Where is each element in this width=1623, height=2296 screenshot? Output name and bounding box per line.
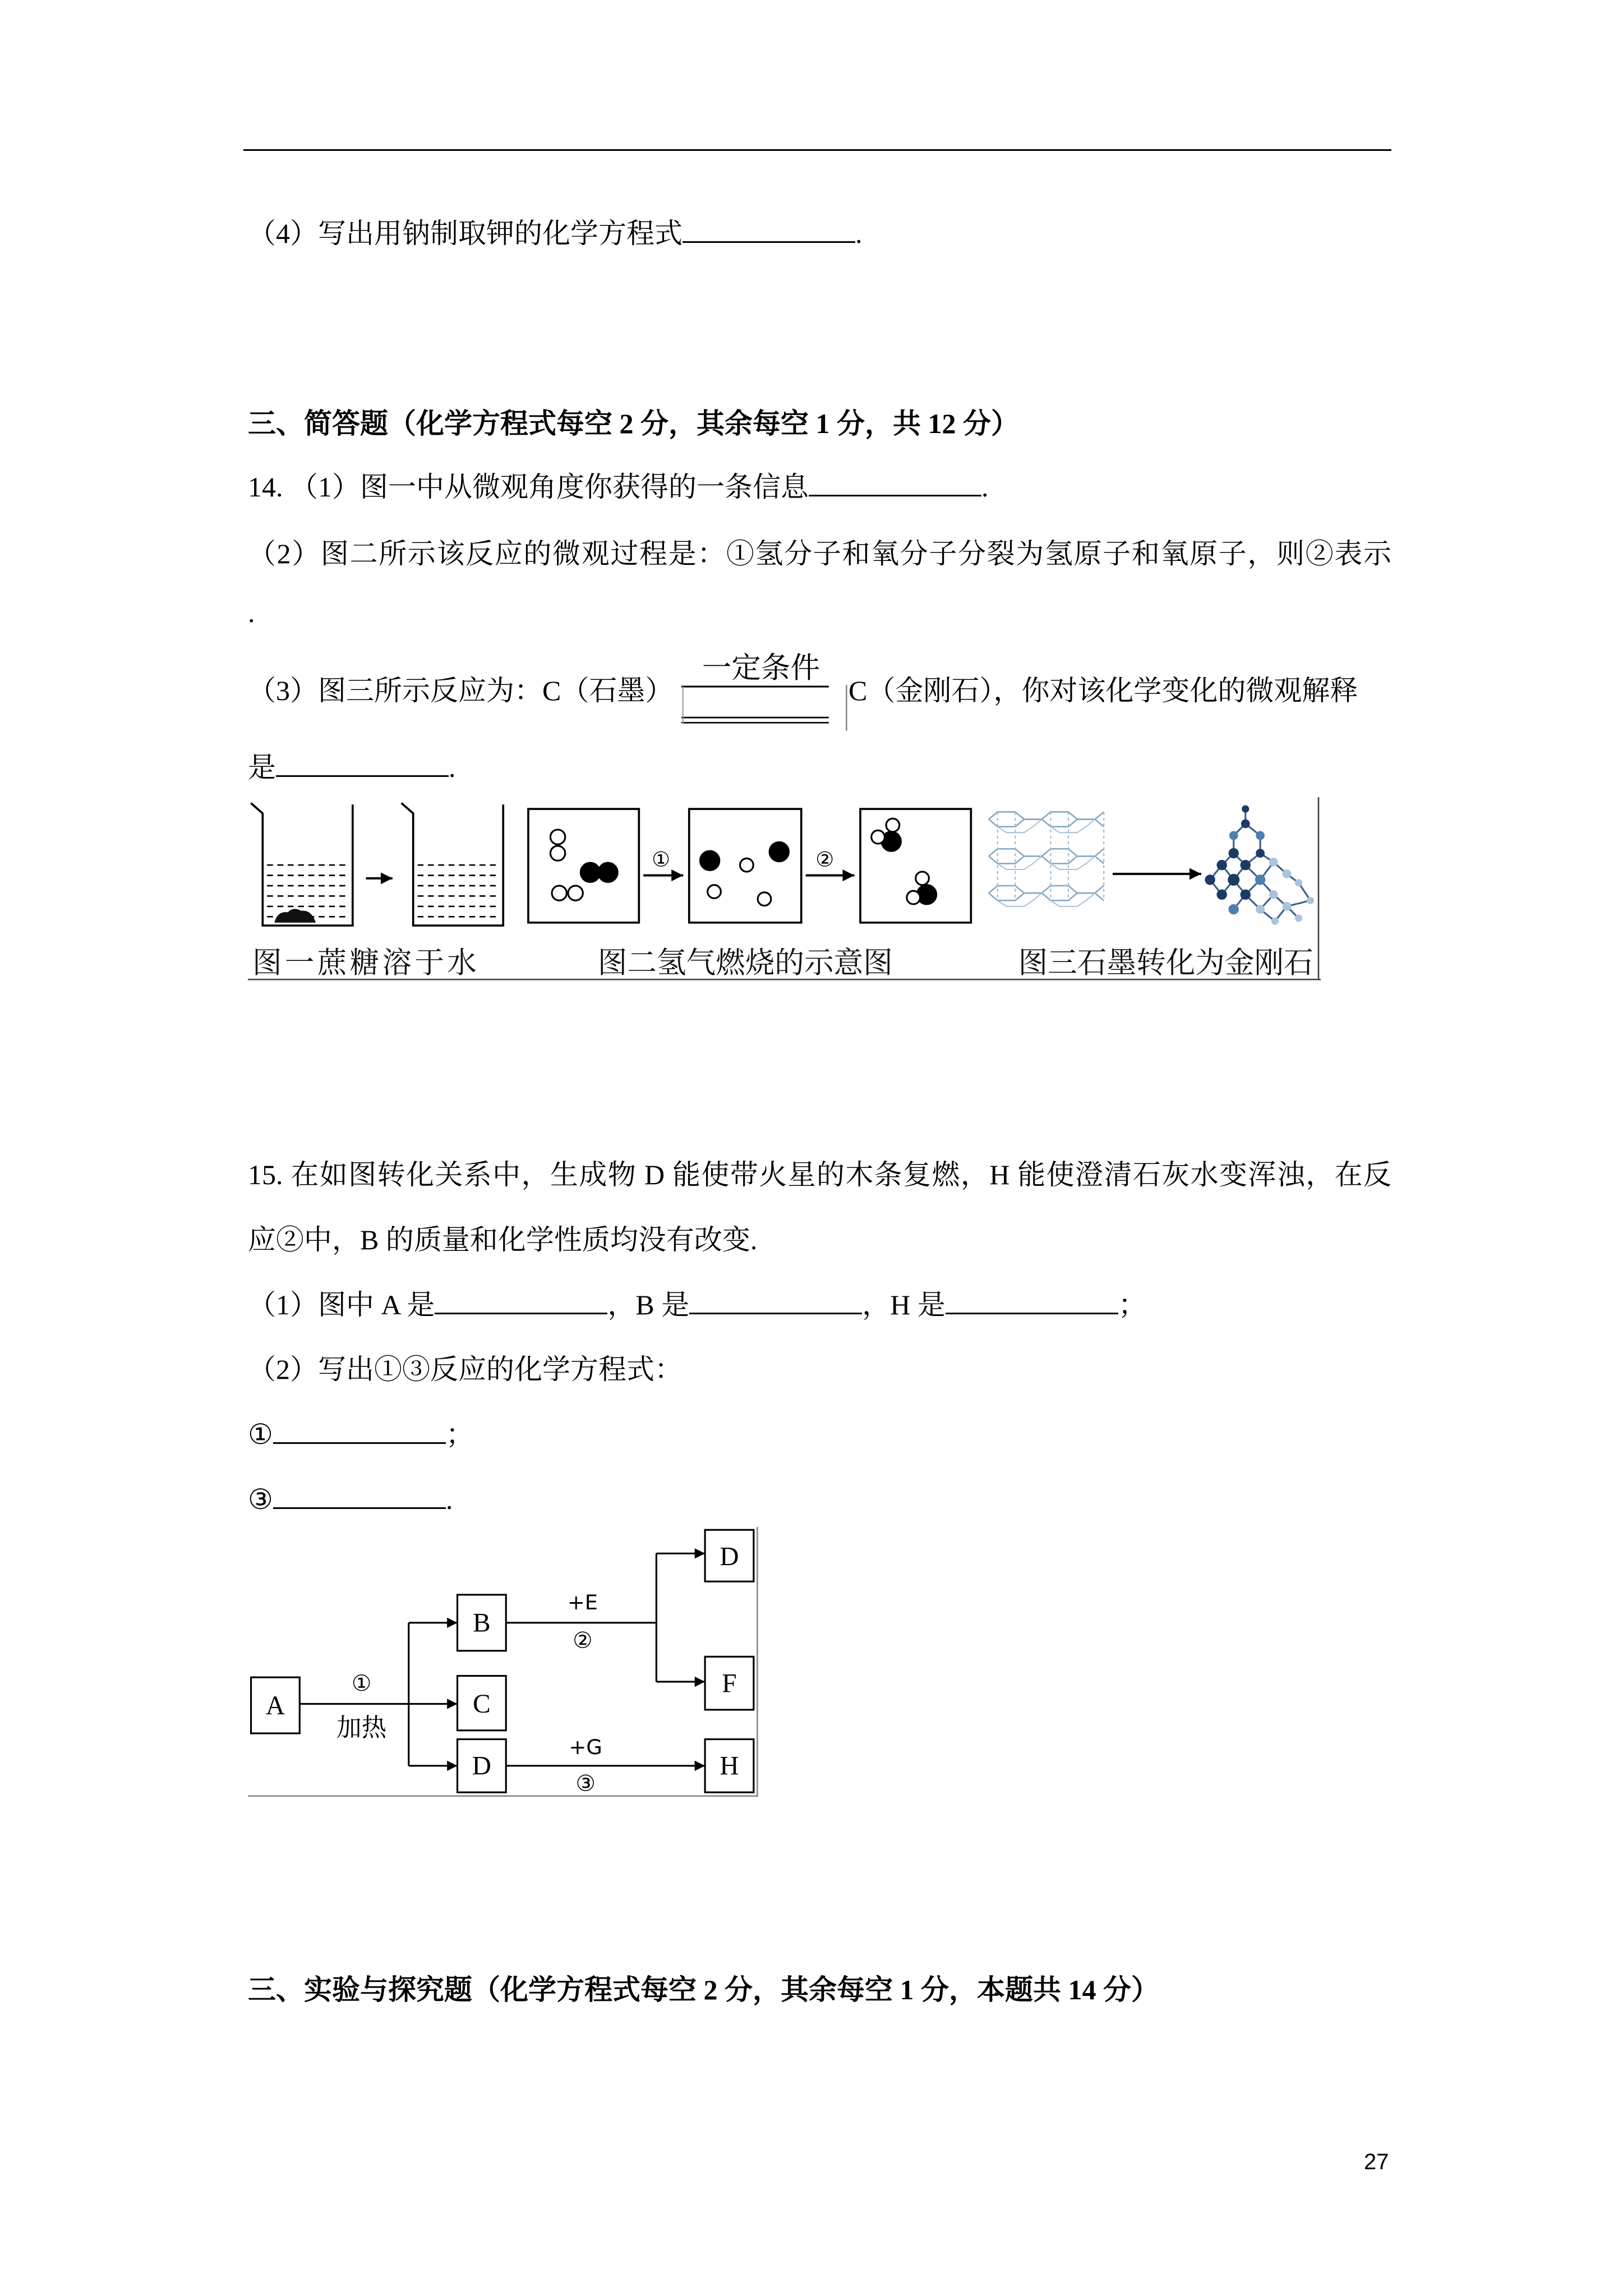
- question-text: （4）写出用钠制取钾的化学方程式: [248, 218, 683, 249]
- punctuation: .: [855, 218, 863, 249]
- node-label: D: [720, 1542, 739, 1572]
- step-1-label: ①: [652, 847, 671, 872]
- punctuation: .: [981, 471, 989, 503]
- equation-label: ①: [248, 1419, 273, 1450]
- question-text: ，H 是: [862, 1289, 946, 1320]
- question-text: （1）图中 A 是: [248, 1289, 435, 1320]
- question-15-part-1: [248, 1288, 1146, 1322]
- step-2-arrow: [806, 848, 855, 876]
- node-d-product: [705, 1530, 754, 1581]
- reaction-3-reagent: +G: [569, 1734, 602, 1759]
- water-lines: [418, 865, 499, 917]
- question-15-equation-3: [248, 1483, 453, 1516]
- node-label: H: [720, 1751, 739, 1781]
- node-d: [458, 1739, 506, 1792]
- water-lines: [267, 865, 348, 917]
- answer-blank: [273, 1418, 446, 1444]
- equation-label: ③: [248, 1484, 273, 1515]
- sugar-lump: [274, 909, 316, 922]
- diamond-structure: [1205, 806, 1314, 925]
- question-14-part-2: （2）图二所示该反应的微观过程是：①氢分子和氧分子分裂为氢原子和氧原子，则②表示: [248, 538, 1391, 569]
- node-h: [705, 1739, 754, 1792]
- beaker-with-sugar: [251, 803, 353, 926]
- node-label: A: [265, 1691, 285, 1720]
- section-title-short-answer: 三、简答题（化学方程式每空 2 分，其余每空 1 分，共 12 分）: [248, 408, 1019, 439]
- figure-micro-views: [248, 797, 1321, 982]
- page-number: 27: [1364, 2150, 1389, 2174]
- molecules-before-reaction: [528, 809, 639, 923]
- answer-blank: [273, 1483, 446, 1509]
- conversion-flow-diagram: [248, 1527, 758, 1797]
- question-14-part-1: [248, 470, 989, 504]
- question-13-part-4: [248, 217, 863, 250]
- question-14-part-3-line-2: [248, 751, 456, 784]
- graphite-structure: [989, 812, 1104, 906]
- question-15-stem-line-1: 15. 在如图转化关系中，生成物 D 能使带火星的木条复燃，H 能使澄清石灰水变浑浊，在反: [248, 1159, 1391, 1190]
- answer-blank-b: [689, 1288, 862, 1314]
- punctuation: .: [445, 1484, 453, 1515]
- caption-figure-3: 图三石墨转化为金刚石: [1018, 946, 1313, 981]
- caption-figure-1: 图一蔗糖溶于水: [252, 946, 480, 981]
- condition-text: 一定条件: [702, 651, 820, 685]
- header-rule: [243, 149, 1391, 151]
- node-f: [705, 1657, 754, 1710]
- reaction-2-label: ②: [573, 1627, 593, 1654]
- punctuation: ；: [1118, 1289, 1146, 1320]
- punctuation: ；: [445, 1419, 474, 1450]
- question-15-equation-1: [248, 1418, 474, 1451]
- question-14-part-3-after: C（金刚石），你对该化学变化的微观解释: [849, 675, 1358, 706]
- section-title-experiment: 三、实验与探究题（化学方程式每空 2 分，其余每空 1 分，本题共 14 分）: [248, 1974, 1159, 2005]
- water-molecules: [860, 809, 971, 923]
- question-text: 14. （1）图一中从微观角度你获得的一条信息: [248, 471, 809, 503]
- node-label: B: [473, 1608, 491, 1638]
- answer-blank: [683, 217, 855, 243]
- question-text: 是: [248, 752, 276, 783]
- caption-figure-2: 图二氢气燃烧的示意图: [597, 946, 893, 981]
- step-2-label: ②: [815, 847, 834, 872]
- question-text: ，B 是: [607, 1289, 690, 1320]
- answer-blank: [276, 751, 449, 777]
- answer-blank: [809, 470, 981, 496]
- node-label: C: [473, 1690, 491, 1719]
- question-14-part-2-end: .: [248, 597, 255, 628]
- frame: [860, 809, 971, 923]
- step-1-arrow: [643, 848, 683, 876]
- punctuation: .: [449, 752, 456, 783]
- question-15-stem-line-2: 应②中，B 的质量和化学性质均没有改变.: [248, 1224, 758, 1255]
- reaction-2-reagent: +E: [567, 1590, 598, 1615]
- reaction-3-label: ③: [575, 1770, 596, 1797]
- answer-blank-a: [435, 1288, 607, 1314]
- reaction-1-condition: 加热: [336, 1713, 387, 1743]
- reaction-1-label: ①: [352, 1670, 372, 1696]
- question-14-part-3-before: （3）图三所示反应为：C（石墨）: [248, 675, 674, 706]
- node-a: [251, 1677, 300, 1733]
- node-b: [458, 1595, 506, 1651]
- beaker-sugar-solution: [402, 803, 504, 926]
- carbon-atoms: [1205, 806, 1314, 925]
- node-label: D: [472, 1751, 491, 1781]
- node-label: F: [722, 1669, 737, 1699]
- node-c: [458, 1676, 506, 1730]
- answer-blank-h: [946, 1288, 1118, 1314]
- question-15-part-2: （2）写出①③反应的化学方程式：: [248, 1354, 683, 1385]
- separated-atoms: [689, 809, 801, 923]
- reaction-condition-symbol: [681, 650, 848, 731]
